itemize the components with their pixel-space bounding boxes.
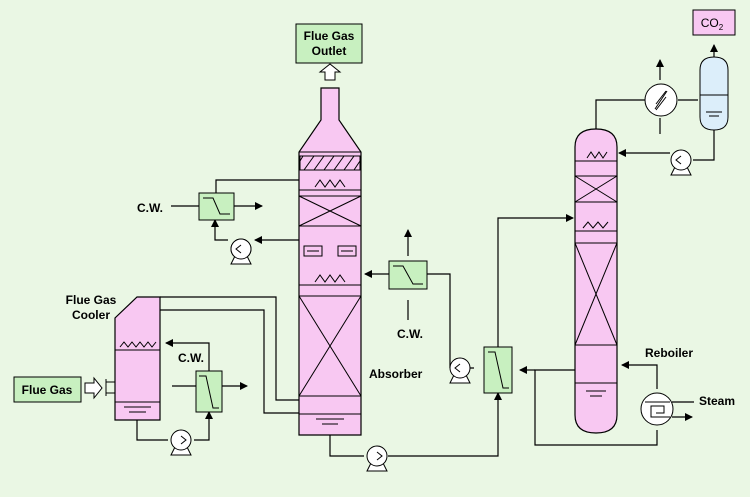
flue-gas-cooler-label-1: Flue Gas: [65, 293, 117, 307]
outlet-arrow-icon: [320, 64, 340, 80]
pump-icon[interactable]: [450, 358, 470, 383]
pump-icon[interactable]: [671, 150, 691, 175]
pump-icon[interactable]: [171, 430, 191, 455]
steam-label: Steam: [699, 394, 736, 408]
inlet-arrow-icon: [85, 378, 102, 398]
cooler-bottom-line: [137, 420, 168, 440]
rich-to-stripper: [498, 218, 573, 347]
flue-gas-inlet-label: Flue Gas: [21, 383, 73, 397]
flue-gas-cooler: [106, 297, 160, 420]
cooler-pump-to-hx: [194, 412, 209, 440]
stripper-column: [575, 129, 617, 433]
pump-icon[interactable]: [367, 446, 387, 471]
piping: [137, 45, 714, 456]
pump-icon[interactable]: [231, 239, 251, 264]
flue-gas-outlet-label-1: Flue Gas: [303, 29, 355, 43]
cooler-to-absorber-duct: [160, 297, 299, 400]
heat-exchanger-top-icon[interactable]: [199, 193, 234, 220]
flue-gas-outlet-label-2: Outlet: [311, 44, 347, 58]
lean-line-down: [427, 274, 450, 368]
condenser-icon[interactable]: [645, 84, 677, 116]
cross-heat-exchanger-icon[interactable]: [484, 347, 512, 393]
reflux-drum: [700, 57, 728, 130]
absorber-column: [299, 88, 361, 435]
flue-gas-cooler-label-2: Cooler: [71, 308, 111, 322]
absorber-label: Absorber: [369, 367, 423, 381]
cw-top-left-label: C.W.: [137, 201, 163, 215]
rich-to-crossexchanger: [388, 393, 498, 456]
reboiler-label: Reboiler: [645, 346, 694, 360]
heat-exchanger-cooler-icon[interactable]: [196, 371, 222, 412]
top-hx-to-absorber: [216, 180, 299, 193]
drum-to-reflux-pump: [693, 129, 714, 160]
cw-middle-label: C.W.: [397, 327, 423, 341]
absorber-bottom-line: [330, 435, 364, 456]
co2-label: $CO_2$: [700, 16, 724, 32]
reboiler-return: [622, 365, 657, 389]
reboiler-icon[interactable]: [641, 393, 673, 425]
overhead-vapor: [596, 100, 645, 133]
heat-exchanger-middle-icon[interactable]: [389, 261, 427, 289]
cw-cooler-label: C.W.: [178, 351, 204, 365]
top-pump-to-hx: [215, 220, 228, 240]
